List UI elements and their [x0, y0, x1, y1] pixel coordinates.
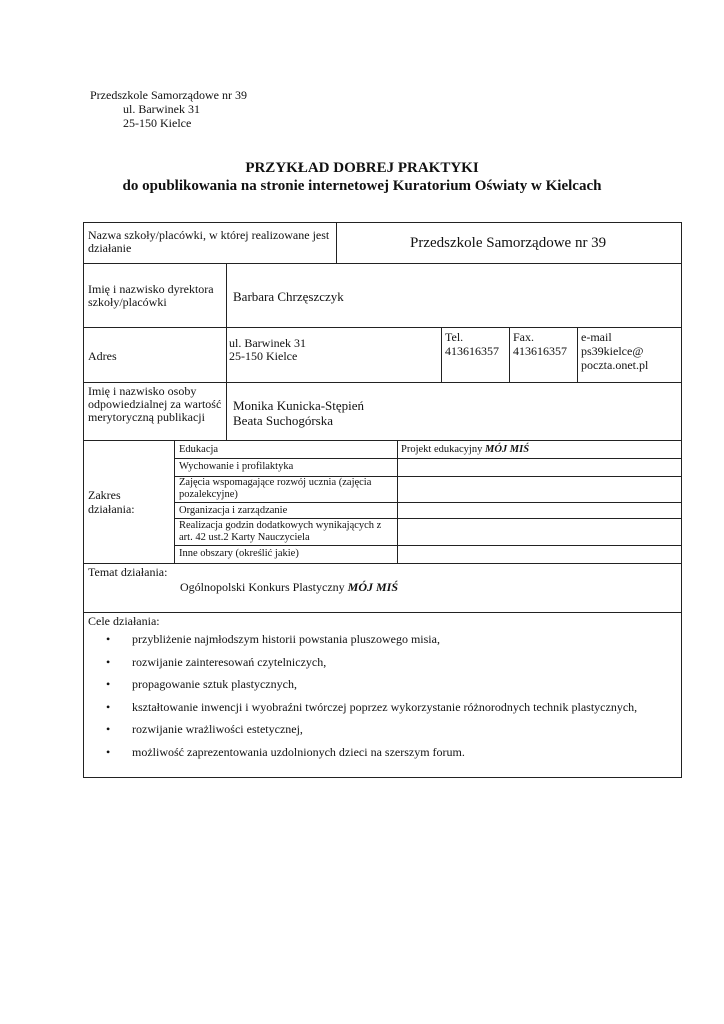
email-label: e-mail — [581, 330, 612, 344]
goal-item — [86, 655, 637, 678]
goals-label: Cele działania: — [88, 614, 160, 628]
scope-row-value-prefix: Projekt edukacyjny — [401, 444, 485, 455]
email-user: ps39kielce@ — [581, 344, 644, 358]
goal-item — [86, 632, 637, 655]
project-name: MÓJ MIŚ — [484, 444, 530, 455]
bullet-icon: • — [106, 722, 111, 736]
responsible-person-2: Beata Suchogórska — [233, 413, 334, 428]
goal-item — [86, 677, 637, 700]
scope-row-label: Inne obszary (określić jakie) — [179, 548, 299, 559]
goals-list — [86, 632, 637, 767]
tel-value: 413616357 — [445, 344, 499, 358]
document-title: PRZYKŁAD DOBREJ PRAKTYKI — [245, 160, 479, 176]
director-value: Barbara Chrzęszczyk — [233, 289, 344, 304]
school-name-label: Nazwa szkoły/placówki, w której realizowane jest działanie — [88, 228, 330, 255]
scope-row-label: Realizacja godzin dodatkowych wynikających z art. 42 ust.2 Karty Nauczyciela — [179, 520, 382, 543]
scope-row-label: Zajęcia wspomagające rozwój ucznia (zajęcia pozalekcyjne) — [179, 477, 372, 500]
tel-label: Tel. — [445, 330, 464, 344]
bullet-icon: • — [106, 699, 111, 714]
goal-text: propagowanie sztuk plastycznych, — [132, 677, 297, 691]
goal-text: kształtowanie inwencji i wyobraźni twórczej poprzez wykorzystanie różnorodnych technik plastycznych, — [132, 699, 638, 714]
responsible-person-1: Monika Kunicka-Stępień — [233, 398, 365, 413]
goal-text: możliwość zaprezentowania uzdolnionych dzieci na szerszym forum. — [132, 744, 465, 759]
goal-text: rozwijanie zainteresowań czytelniczych, — [132, 654, 327, 669]
topic-label: Temat działania: — [88, 565, 168, 579]
scope-row-value — [401, 444, 529, 456]
header-city: 25-150 Kielce — [123, 116, 192, 130]
fax-label: Fax. — [513, 330, 534, 344]
address-label: Adres — [88, 349, 117, 363]
goal-item — [86, 700, 637, 723]
bullet-icon: • — [106, 744, 111, 759]
scope-label-cont: działania: — [88, 502, 135, 516]
bullet-icon: • — [106, 677, 111, 691]
topic-value — [180, 581, 398, 594]
goal-item — [86, 745, 637, 768]
email-domain: poczta.onet.pl — [581, 358, 649, 372]
responsible-label: Imię i nazwisko osoby odpowiedzialnej za wartość merytoryczną publikacji — [88, 384, 222, 424]
director-label: Imię i nazwisko dyrektora szkoły/placówki — [88, 282, 214, 309]
bullet-icon: • — [106, 654, 111, 669]
scope-row-label: Edukacja — [179, 444, 219, 455]
scope-row-label: Organizacja i zarządzanie — [179, 505, 288, 516]
header-street: ul. Barwinek 31 — [123, 102, 200, 116]
fax-value: 413616357 — [513, 344, 567, 358]
scope-row-label: Wychowanie i profilaktyka — [179, 461, 294, 472]
scope-label: Zakres — [88, 488, 121, 502]
address-street: ul. Barwinek 31 — [229, 336, 306, 350]
goal-item — [86, 722, 637, 745]
bullet-icon: • — [106, 632, 111, 646]
topic-project-name: MÓJ MIŚ — [347, 580, 399, 594]
address-city: 25-150 Kielce — [229, 349, 298, 363]
document-subtitle: do opublikowania na stronie internetowej Kuratorium Oświaty w Kielcach — [122, 178, 602, 194]
goal-text: przybliżenie najmłodszym historii powstania pluszowego misia, — [132, 632, 440, 646]
header-school-name: Przedszkole Samorządowe nr 39 — [90, 88, 247, 102]
goal-text: rozwijanie wrażliwości estetycznej, — [132, 722, 303, 736]
topic-value-prefix: Ogólnopolski Konkurs Plastyczny — [180, 580, 348, 594]
school-name-value: Przedszkole Samorządowe nr 39 — [410, 235, 607, 251]
